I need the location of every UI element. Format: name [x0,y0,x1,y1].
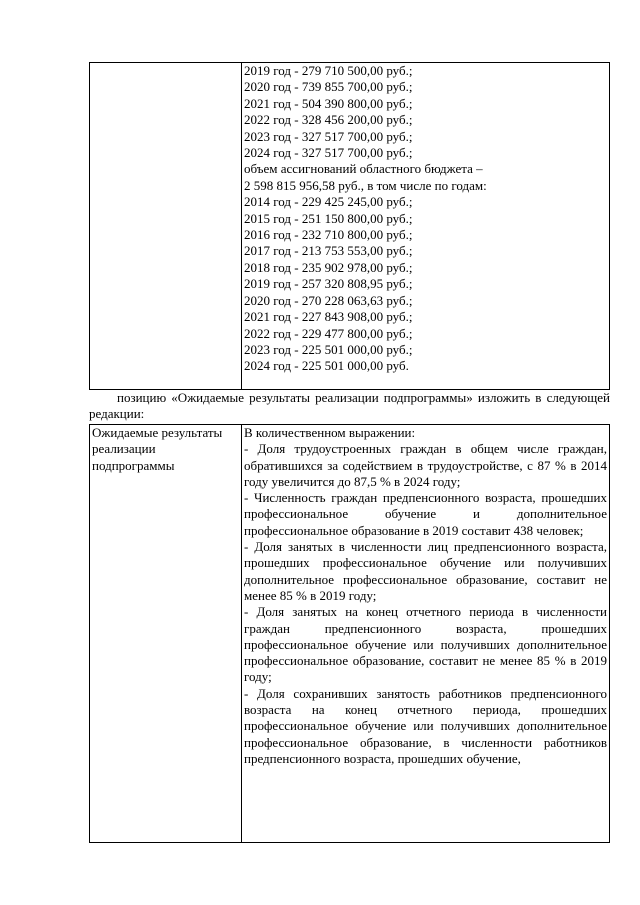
funding-line: 2021 год - 227 843 908,00 руб.; [244,309,413,325]
funding-line: 2016 год - 232 710 800,00 руб.; [244,227,413,243]
results-heading: В количественном выражении: [244,425,416,440]
funding-table-row [90,63,609,389]
funding-table-label-cell [90,63,242,389]
result-item: - Доля занятых в численности лиц предпенсионного возраста, прошедших профессиональное обучение или получивших дополнительное профессиональное образование, составит не менее 85 % в 2019 году; [244,539,607,603]
funding-line: 2019 год - 257 320 808,95 руб.; [244,276,413,292]
funding-line: 2017 год - 213 753 553,00 руб.; [244,243,413,259]
funding-table-value-cell [242,63,609,389]
funding-line: 2023 год - 327 517 700,00 руб.; [244,128,413,144]
funding-line: 2020 год - 270 228 063,63 руб.; [244,292,413,308]
funding-line: 2024 год - 225 501 000,00 руб. [244,358,409,374]
results-value-cell [242,425,609,842]
results-table-row [90,425,609,842]
funding-line: 2022 год - 229 477 800,00 руб.; [244,325,413,341]
funding-line: 2021 год - 504 390 800,00 руб.; [244,95,413,111]
funding-line: 2024 год - 327 517 700,00 руб.; [244,145,413,161]
funding-line: 2015 год - 251 150 800,00 руб.; [244,210,413,226]
funding-line: объем ассигнований областного бюджета – [244,161,483,177]
result-item: - Численность граждан предпенсионного возраста, прошедших профессиональное обучение и дополнительное профессиональное образование в 2019 составит 438 человек; [244,490,607,538]
result-item: - Доля сохранивших занятость работников предпенсионного возраста на конец отчетного периода, прошедших профессиональное обучение или получивших дополнительное профессиональное образование, в численности работников предпенсионного возраста, прошедших обучение, [244,685,607,766]
funding-line: 2020 год - 739 855 700,00 руб.; [244,79,413,95]
amendment-paragraph: позицию «Ожидаемые результаты реализации подпрограммы» изложить в следующей редакции: [89,390,610,421]
funding-line: 2 598 815 956,58 руб., в том числе по годам: [244,177,487,193]
funding-line: 2014 год - 229 425 245,00 руб.; [244,194,413,210]
funding-line: 2023 год - 225 501 000,00 руб.; [244,341,413,357]
result-item: - Доля трудоустроенных граждан в общем числе граждан, обратившихся за содействием в трудоустройстве, с 87 % в 2014 году увеличится до 87,5 % в 2024 году; [244,441,607,489]
results-table [89,424,610,843]
results-label-cell: Ожидаемые результаты реализации подпрограммы [90,425,242,842]
funding-line: 2018 год - 235 902 978,00 руб.; [244,259,413,275]
funding-line: 2019 год - 279 710 500,00 руб.; [244,63,413,78]
funding-table [89,62,610,390]
funding-line: 2022 год - 328 456 200,00 руб.; [244,112,413,128]
result-item: - Доля занятых на конец отчетного периода в численности граждан предпенсионного возраста, прошедших профессиональное обучение или получивших дополнительное профессиональное образование, составит не менее 85 % в 2019 году; [244,604,607,685]
